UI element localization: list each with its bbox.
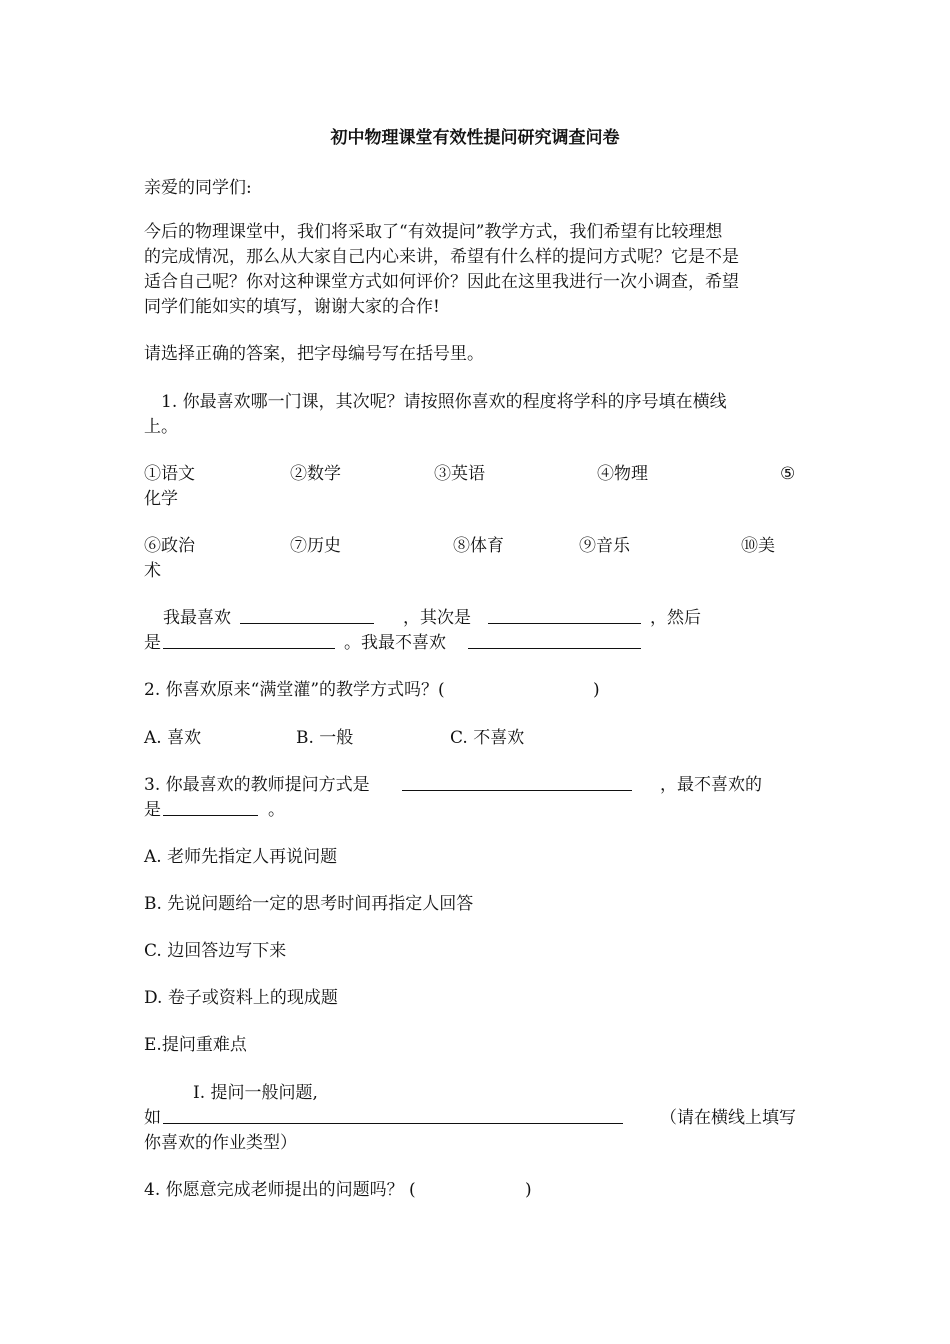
q3-text: 3. 你最喜欢的教师提问方式是: [144, 775, 370, 795]
q2-option-b[interactable]: B. 一般: [296, 728, 354, 748]
intro-line-2: 的完成情况，那么从大家自己内心来讲，希望有什么样的提问方式呢？它是不是: [144, 247, 739, 267]
fill-then-label: ，然后: [650, 608, 701, 628]
q3-least-label: ，最不喜欢的: [660, 775, 762, 795]
intro-line-1: 今后的物理课堂中，我们将采取了“有效提问”教学方式，我们希望有比较理想: [144, 222, 723, 242]
item-i-text: I. 提问一般问题,: [193, 1083, 318, 1103]
q3-option-d[interactable]: D. 卷子或资料上的现成题: [144, 988, 338, 1008]
item-i-note: （请在横线上填写: [660, 1108, 796, 1128]
subject-option: ②数学: [290, 464, 341, 484]
fill-then-wrap: 是: [144, 633, 161, 653]
q1-line-2: 上。: [144, 417, 178, 437]
greeting: 亲爱的同学们:: [144, 178, 252, 198]
subject-option: ①语文: [144, 464, 195, 484]
q3-wrap: 是: [144, 800, 161, 820]
q3-option-c[interactable]: C. 边回答边写下来: [144, 941, 287, 961]
q3-least-blank[interactable]: [163, 798, 258, 816]
q3-option-a[interactable]: A. 老师先指定人再说问题: [144, 847, 338, 867]
fill-then-blank[interactable]: [163, 631, 335, 649]
document-title: 初中物理课堂有效性提问研究调查问卷: [330, 128, 620, 148]
subject-option: ⑥政治: [144, 536, 195, 556]
subject-option: ④物理: [597, 464, 648, 484]
item-i-blank[interactable]: [163, 1106, 623, 1124]
fill-most-label: 我最喜欢: [163, 608, 231, 628]
q2-close-paren: ): [593, 680, 600, 700]
q3-favorite-blank[interactable]: [402, 773, 632, 791]
subject-option: ⑩美: [741, 536, 775, 556]
fill-second-blank[interactable]: [488, 606, 641, 624]
subject-option: ⑧体育: [453, 536, 504, 556]
q2-option-c[interactable]: C. 不喜欢: [450, 728, 525, 748]
q4-text: 4. 你愿意完成老师提出的问题吗？ (: [144, 1180, 416, 1200]
subject-option: ⑨音乐: [579, 536, 630, 556]
q2-option-a[interactable]: A. 喜欢: [144, 728, 202, 748]
q2-text: 2. 你喜欢原来“满堂灌”的教学方式吗？(: [144, 680, 445, 700]
q4-close-paren: ): [525, 1180, 532, 1200]
q3-option-b[interactable]: B. 先说问题给一定的思考时间再指定人回答: [144, 894, 474, 914]
fill-most-blank[interactable]: [240, 606, 374, 624]
subject-option: ⑦历史: [290, 536, 341, 556]
fill-least-label: 。我最不喜欢: [344, 633, 446, 653]
fill-least-blank[interactable]: [468, 631, 641, 649]
item-i-note-wrap: 你喜欢的作业类型）: [144, 1133, 297, 1153]
q3-option-e[interactable]: E.提问重难点: [144, 1035, 247, 1055]
subject-option: ③英语: [434, 464, 485, 484]
intro-line-3: 适合自己呢？你对这种课堂方式如何评价？因此在这里我进行一次小调查，希望: [144, 272, 739, 292]
subject-option-wrap: 化学: [144, 489, 178, 509]
intro-line-4: 同学们能如实的填写，谢谢大家的合作!: [144, 297, 440, 317]
fill-second-label: ，其次是: [403, 608, 471, 628]
q1-line-1: 1. 你最喜欢哪一门课，其次呢？请按照你喜欢的程度将学科的序号填在横线: [161, 392, 727, 412]
subject-option-wrap: 术: [144, 561, 161, 581]
q3-end: 。: [268, 800, 285, 820]
subject-option: ⑤: [780, 464, 796, 484]
item-i-prefix: 如: [144, 1108, 161, 1128]
instruction: 请选择正确的答案，把字母编号写在括号里。: [144, 344, 484, 364]
